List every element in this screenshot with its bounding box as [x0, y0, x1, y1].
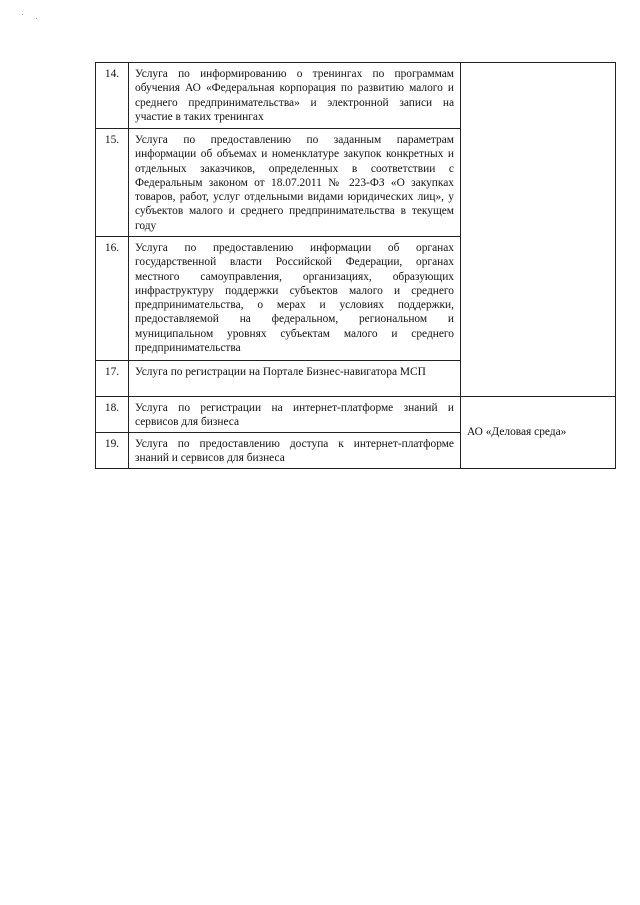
service-description: Услуга по регистрации на Портале Бизнес-навигатора МСП: [129, 361, 461, 397]
table-row: [96, 397, 616, 433]
service-description: Услуга по предоставлению по заданным параметрам информации об объемах и номенклатуре закупок конкретных и отдельных заказчиков, определенных в соответствии с Федеральным законом от 18.07.2011 № 223-ФЗ «О закупках товаров, работ, услуг отдельными видами юридических лиц», у субъектов малого и среднего предпринимательства в текущем году: [129, 129, 461, 237]
service-description: Услуга по предоставлению доступа к интернет-платформе знаний и сервисов для бизнеса: [129, 433, 461, 469]
row-number: 18.: [96, 397, 129, 433]
service-description: Услуга по предоставлению информации об органах государственной власти Российской Федерации, органах местного самоуправления, организациях, образующих инфраструктуру поддержки субъектов малого и среднего предпринимательства, о мерах и условиях поддержки, предоставляемой на федеральном, региональном и муниципальном уровнях субъектам малого и среднего предпринимательства: [129, 237, 461, 361]
row-number: 16.: [96, 237, 129, 361]
provider-cell: АО «Деловая среда»: [461, 397, 616, 469]
scan-speck: [36, 18, 37, 19]
scan-speck: [22, 14, 23, 15]
service-description: Услуга по информированию о тренингах по программам обучения АО «Федеральная корпорация по развитию малого и среднего предпринимательства» и электронной записи на участие в таких тренингах: [129, 63, 461, 129]
row-number: 19.: [96, 433, 129, 469]
row-number: 17.: [96, 361, 129, 397]
table-row: [96, 63, 616, 129]
row-number: 14.: [96, 63, 129, 129]
service-description: Услуга по регистрации на интернет-платформе знаний и сервисов для бизнеса: [129, 397, 461, 433]
row-number: 15.: [96, 129, 129, 237]
provider-cell: [461, 63, 616, 397]
services-table: [95, 62, 616, 469]
